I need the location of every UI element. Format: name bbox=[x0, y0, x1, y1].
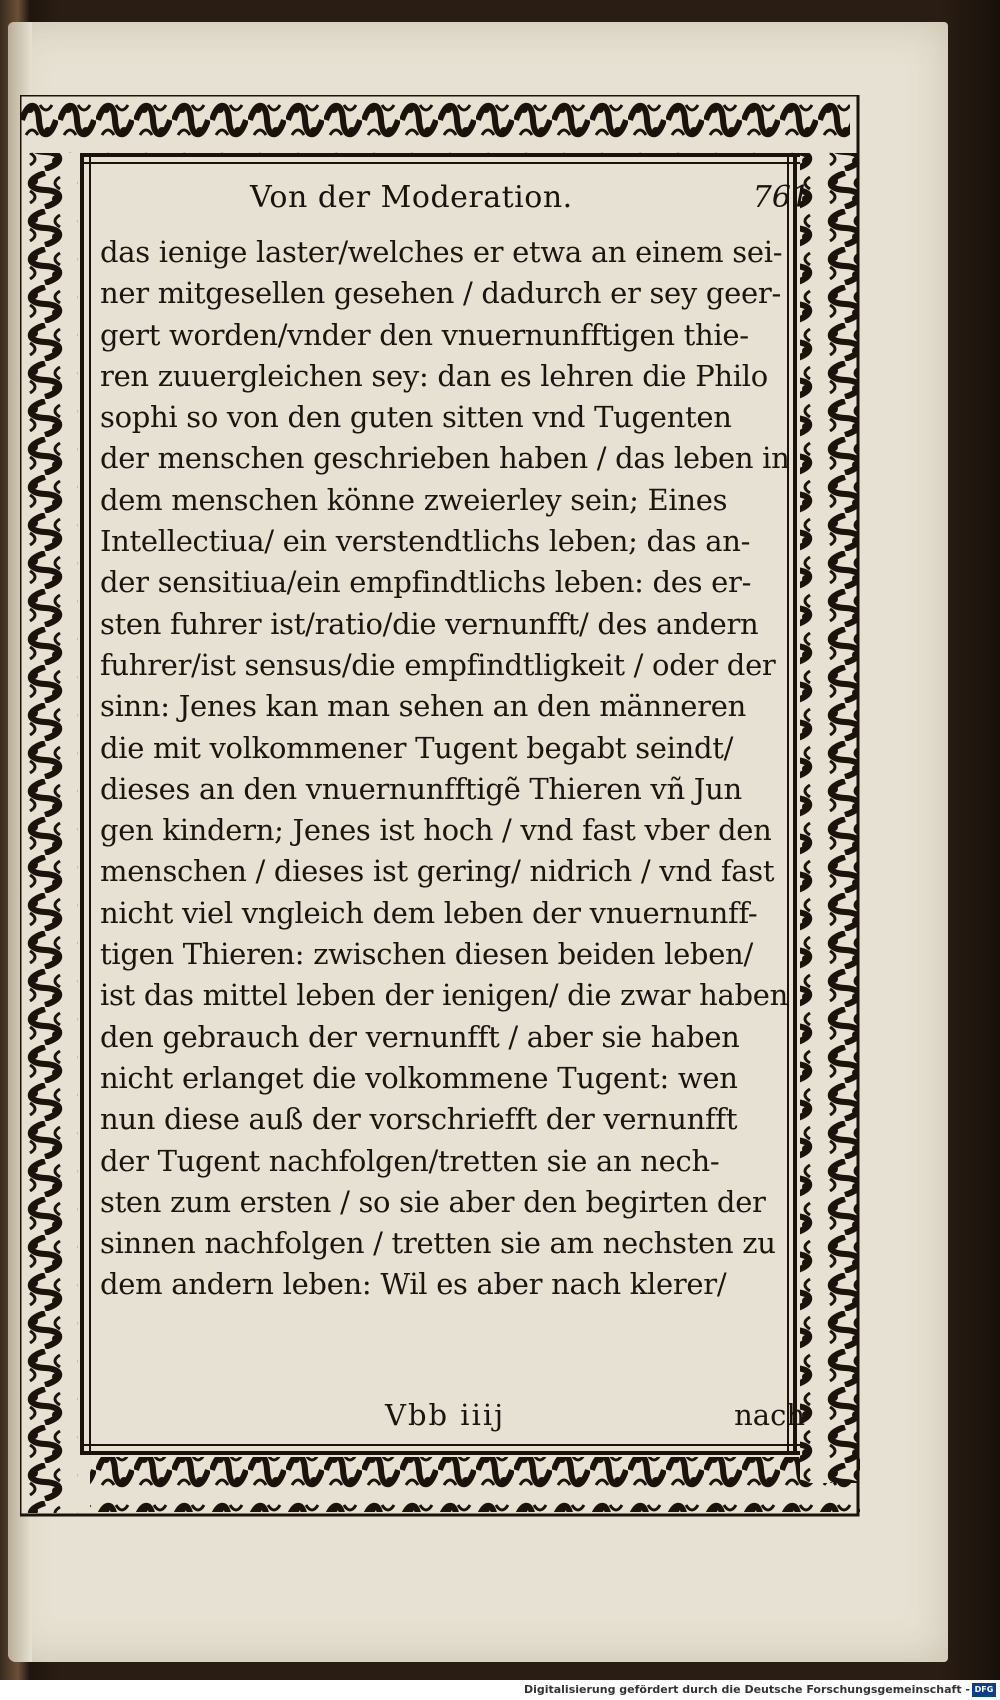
text-line: sten fuhrer ist/ratio/die vernunfft/ des andern bbox=[100, 606, 759, 641]
text-line: der menschen geschrieben haben / das leben in bbox=[100, 441, 790, 476]
text-line: nun diese auß der vorschriefft der vernunfft bbox=[100, 1102, 738, 1137]
text-line: sinn: Jenes kan man sehen an den männeren bbox=[100, 689, 746, 724]
text-line: Intellectiua/ ein verstendtlichs leben; das an- bbox=[100, 524, 751, 559]
signature-mark: Vbb iiij bbox=[385, 1398, 506, 1432]
page-footer bbox=[385, 1398, 805, 1442]
text-line: ist das mittel leben der ienigen/ die zwar haben bbox=[100, 978, 789, 1013]
dfg-logo: DFG bbox=[972, 1683, 996, 1697]
page-header bbox=[250, 180, 810, 226]
text-line: nicht erlanget die volkommene Tugent: wen bbox=[100, 1060, 738, 1095]
text-line: gen kindern; Jenes ist hoch / vnd fast vber den bbox=[100, 813, 772, 848]
text-line: menschen / dieses ist gering/ nidrich / vnd fast bbox=[100, 854, 775, 889]
text-line: sinnen nachfolgen / tretten sie am nechsten zu bbox=[100, 1226, 776, 1261]
text-line: das ienige laster/welches er etwa an einem sei- bbox=[100, 235, 783, 269]
credit-text: Digitalisierung gefördert durch die Deutsche Forschungsgemeinschaft - bbox=[523, 1683, 970, 1696]
text-line: die mit volkommener Tugent begabt seindt/ bbox=[100, 730, 734, 765]
text-line: ren zuuergleichen sey: dan es lehren die Philo bbox=[100, 358, 768, 393]
text-line: ner mitgesellen gesehen / dadurch er sey geer- bbox=[100, 276, 781, 311]
text-line: dem menschen könne zweierley sein; Eines bbox=[100, 482, 728, 517]
text-line: der sensitiua/ein empfindtlichs leben: des er- bbox=[100, 565, 752, 600]
text-line: nicht viel vngleich dem leben der vnuernunff- bbox=[100, 895, 758, 930]
credit-bar bbox=[0, 1680, 1000, 1700]
page-number: 761 bbox=[752, 180, 810, 215]
text-line: dem andern leben: Wil es aber nach klerer/ bbox=[100, 1267, 727, 1302]
text-line: den gebrauch der vernunfft / aber sie haben bbox=[100, 1019, 740, 1054]
catchword: nach bbox=[734, 1398, 805, 1432]
text-line: sten zum ersten / so sie aber den begirten der bbox=[100, 1184, 766, 1219]
text-line: der Tugent nachfolgen/tretten sie an nech- bbox=[100, 1143, 720, 1178]
text-line: tigen Thieren: zwischen diesen beiden leben/ bbox=[100, 937, 753, 972]
text-line: fuhrer/ist sensus/die empfindtligkeit / oder der bbox=[100, 647, 776, 682]
text-line: dieses an den vnuernunfftigẽ Thieren vñ Jun bbox=[100, 771, 742, 806]
body-text bbox=[100, 232, 805, 1306]
running-title: Von der Moderation. bbox=[250, 180, 573, 215]
text-line: gert worden/vnder den vnuernunfftigen thie- bbox=[100, 317, 749, 352]
text-line: sophi so von den guten sitten vnd Tugenten bbox=[100, 400, 732, 435]
